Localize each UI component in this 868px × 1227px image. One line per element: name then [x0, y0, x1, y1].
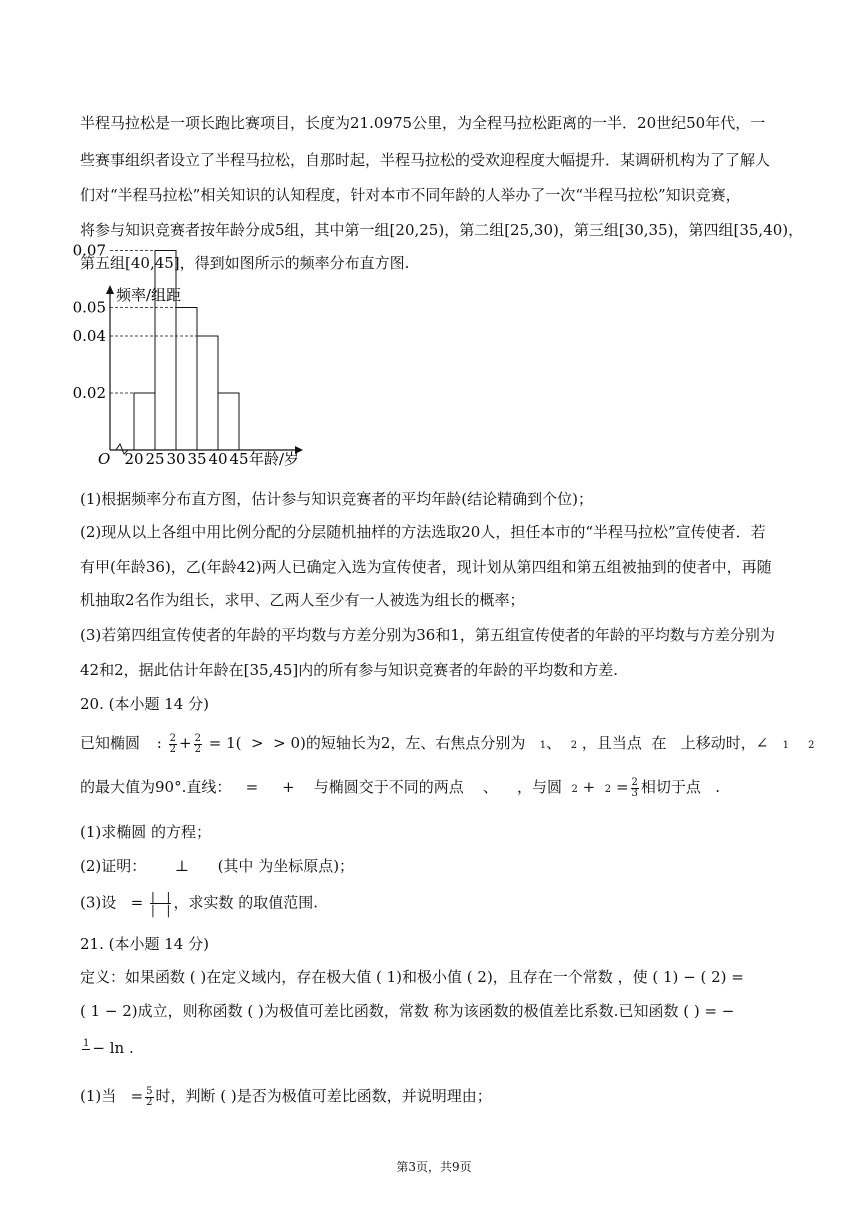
intro-line-2: 些赛事组织者设立了半程马拉松，自那时起，半程马拉松的受欢迎程度大幅提升．某调研机构为了了解人	[80, 151, 771, 169]
q21-part-1-fraction: $\frac{5}{2}$	[146, 1085, 153, 1108]
y-tick-label: 0.02	[72, 384, 106, 402]
q21-line-2: ( 1 − 2)成立，则称函数 ( )为极值可差比函数，常数 称为该函数的极值差比系数.已知函数 ( ) = −	[80, 1002, 735, 1020]
x-tick-label: 40	[208, 450, 228, 468]
q19-part-2-line-3: 机抽取2名作为组长，求甲、乙两人至少有一人被选为组长的概率；	[80, 591, 525, 609]
q20-fraction-radius: $\frac{2}{3}$	[631, 776, 638, 799]
chart-origin-label: O	[98, 450, 111, 468]
x-tick-label: 20	[124, 450, 144, 468]
intro-line-4: 将参与知识竞赛者按年龄分成5组，其中第一组[20,25)，第二组[25,30)，第三组[30,35)，第四组[35,40)，	[80, 221, 804, 239]
q19-part-1: (1)根据频率分布直方图，估计参与知识竞赛者的平均年龄(结论精确到个位)；	[80, 490, 593, 508]
q20-fraction-y: $\frac{2}{2}$	[194, 732, 201, 755]
q19-part-2-line-1: (2)现从以上各组中用比例分配的分层随机抽样的方法选取20人，担任本市的“半程马拉松”宣传使者．若	[80, 523, 766, 541]
chart-x-axis-label: 年龄/岁	[249, 450, 300, 468]
q20-part-3: (3)设 = $\frac{| |}{| |}$ ，求实数 的取值范围.	[80, 890, 318, 917]
histogram-bar	[134, 393, 155, 450]
histogram-bar	[155, 251, 176, 451]
x-tick-label: 30	[166, 450, 186, 468]
x-tick-label: 45	[229, 450, 249, 468]
histogram-bar	[218, 393, 239, 450]
page-footer: 第3页，共9页	[396, 1160, 472, 1174]
q20-header: 20. (本小题 14 分)	[80, 695, 209, 713]
q21-part-1: (1)当 = $\frac{5}{2}$ 时，判断 ( )是否为极值可差比函数，并说明理由；	[80, 1085, 492, 1108]
q21-line-3: 1 − ln .	[80, 1038, 134, 1060]
q20-fraction-x: $\frac{2}{2}$	[169, 732, 177, 755]
histogram-bar	[176, 308, 197, 451]
q20-ratio-fraction: $\frac{| |}{| |}$	[150, 890, 171, 917]
q20-line-1: 已知椭圆 : $\frac{2}{2}$ + $\frac{2}{2}$ = 1( > > 0)的短轴长为2，左、右焦点分别为 1、 2 ，且当点 在 上移动时，∠ 1 2	[80, 732, 815, 755]
q19-part-3-line-2: 42和2，据此估计年龄在[35,45]内的所有参与知识竞赛者的年龄的平均数和方差.	[80, 661, 619, 679]
q20-part-2: (2)证明： ⊥ (其中 为坐标原点)；	[80, 857, 355, 875]
q21-header: 21. (本小题 14 分)	[80, 935, 209, 953]
q20-part-1: (1)求椭圆 的方程；	[80, 823, 212, 841]
y-tick-label: 0.07	[72, 241, 106, 260]
q21-fraction: 1	[83, 1037, 90, 1049]
y-tick-label: 0.05	[72, 298, 106, 317]
intro-line-1: 半程马拉松是一项长跑比赛项目，长度为21.0975公里，为全程马拉松距离的一半．20世纪50年代，一	[80, 114, 766, 132]
q21-line-1: 定义：如果函数 ( )在定义域内，存在极大值 ( 1)和极小值 ( 2)，且存在一个常数 ，使 ( 1) − ( 2) =	[80, 968, 744, 986]
chart-y-axis-label: 频率/组距	[116, 286, 182, 304]
histogram-bar	[197, 336, 218, 450]
x-tick-label: 35	[187, 450, 207, 468]
x-tick-label: 25	[145, 450, 165, 468]
y-tick-label: 0.04	[72, 327, 106, 345]
q20-line-2: 的最大值为90°.直线： = + 与椭圆交于不同的两点 、 ，与圆 2 + 2 = $\frac{2}{3}$ 相切于点 .	[80, 776, 720, 799]
q19-part-3-line-1: (3)若第四组宣传使者的年龄的平均数与方差分别为36和1，第五组宣传使者的年龄的平均数与方差分别为	[80, 626, 775, 644]
q19-part-2-line-2: 有甲(年龄36)，乙(年龄42)两人已确定入选为宣传使者，现计划从第四组和第五组被抽到的使者中，再随	[80, 558, 772, 576]
intro-line-5: 第五组[40,45]，得到如图所示的频率分布直方图.	[80, 254, 410, 272]
intro-line-3: 们对“半程马拉松”相关知识的认知程度，针对本市不同年龄的人举办了一次“半程马拉松”知识竞赛，	[80, 186, 741, 204]
y-axis-arrow	[106, 285, 114, 294]
